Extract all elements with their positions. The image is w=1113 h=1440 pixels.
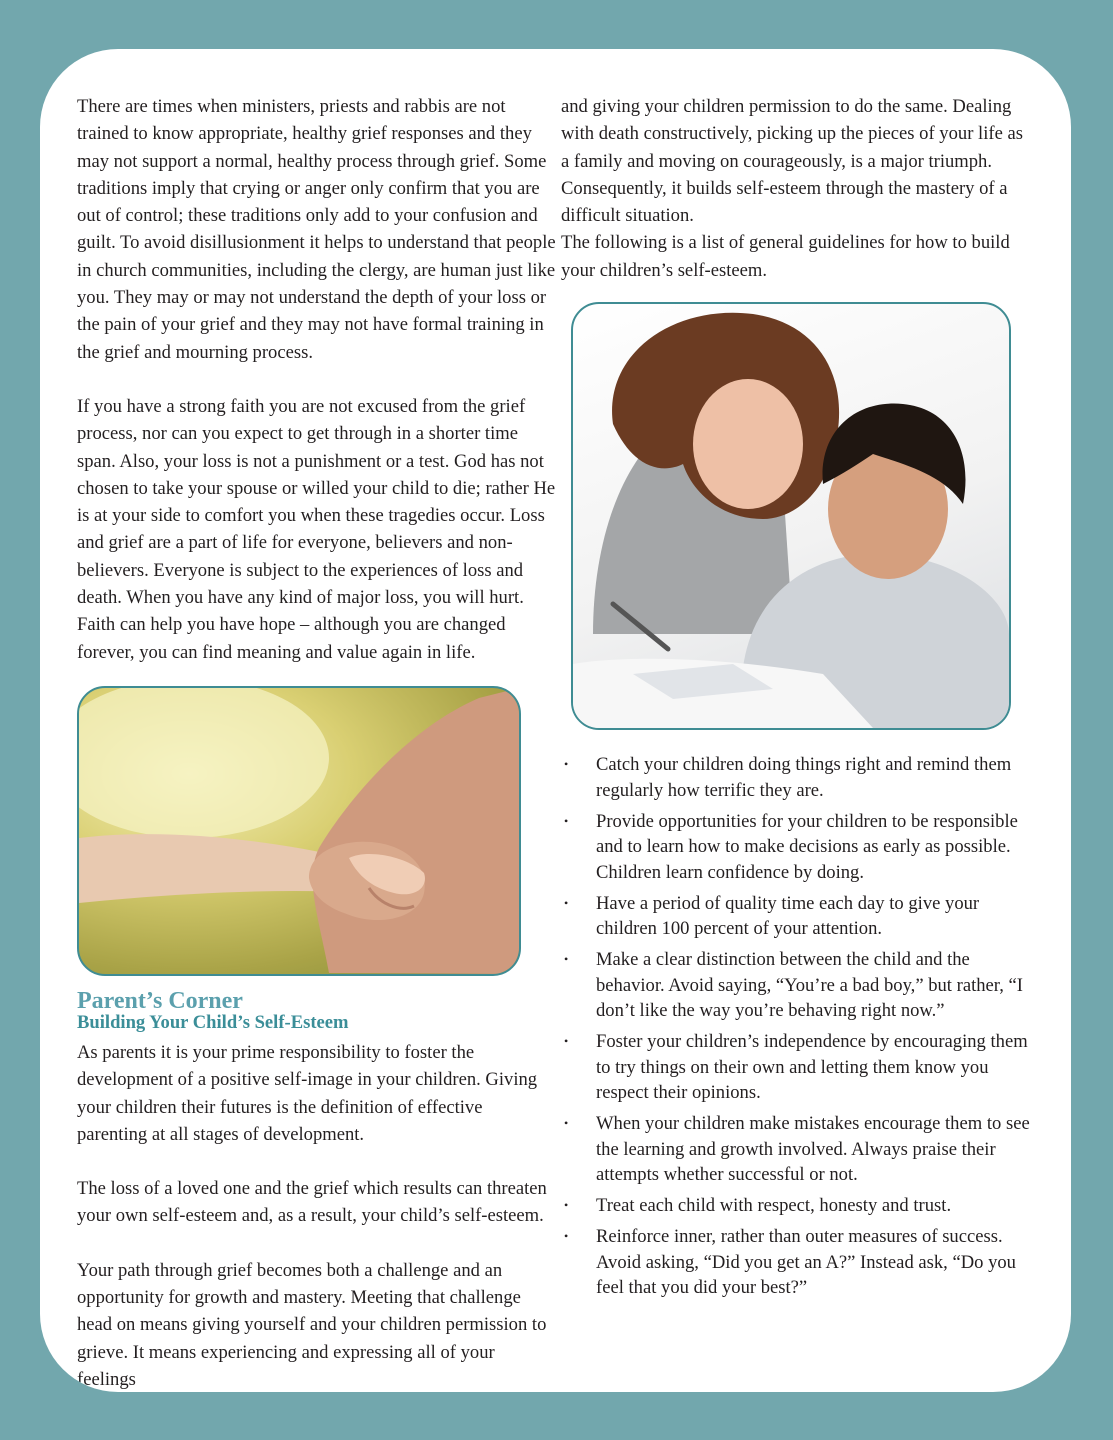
parents-corner-body: [77, 1039, 557, 1392]
list-item: [561, 1111, 1031, 1188]
list-item: [561, 809, 1031, 886]
list-item: [561, 891, 1031, 942]
bullet-marker: •: [564, 895, 569, 910]
bullet-marker: •: [564, 1034, 569, 1048]
parents-corner-heading: [77, 989, 557, 1033]
list-item-text: Treat each child with respect, honesty and trust.: [596, 1195, 952, 1216]
list-item-text: Have a period of quality time each day to give your children 100 percent of your attention.: [596, 892, 980, 939]
list-item-text: Foster your children’s independence by encouraging them to try things on their own and letting them know you respect their opinions.: [596, 1031, 1028, 1103]
bullet-marker: •: [564, 813, 569, 828]
list-item-text: Reinforce inner, rather than outer measures of success. Avoid asking, “Did you get an A?” Instead ask, “Do you feel that you did your best?”: [596, 1226, 1016, 1298]
bullet-marker: •: [564, 1229, 569, 1243]
list-item-text: Catch your children doing things right and remind them regularly how terrific they are.: [596, 754, 1012, 801]
list-item: [561, 1224, 1031, 1301]
list-item: [561, 947, 1031, 1024]
right-column: [561, 93, 1031, 284]
intro-paragraph-2: If you have a strong faith you are not excused from the grief process, nor can you expect to get through in a shorter time span. Also, your loss is not a punishment or a test. God has not chosen to take your spouse or willed your child to die; rather He is at your side to comfort you when these tragedies occur. Loss and grief are a part of life for everyone, believers and non-believers. Everyone is subject to the experiences of loss and death. When you have any kind of major loss, you will hurt. Faith can help you have hope – although you are changed forever, you can find meaning and value again in life.: [77, 395, 556, 663]
continued-paragraph: and giving your children permission to do the same. Dealing with death constructively, picking up the pieces of your life as a family and moving on courageously, is a major triumph. Consequently, it builds self-esteem through the mastery of a difficult situation.: [561, 96, 1023, 227]
holding-hands-illustration: [79, 688, 519, 974]
section-paragraph-3: Your path through grief becomes both a challenge and an opportunity for growth and mastery. Meeting that challenge head on means giving yourself and your children permission to grieve. It means experiencing and expressing all of your feelings: [77, 1259, 547, 1390]
section-paragraph-2: The loss of a loved one and the grief which results can threaten your own self-esteem and, as a result, your child’s self-esteem.: [77, 1178, 547, 1227]
section-paragraph-1: As parents it is your prime responsibility to foster the development of a positive self-image in your children. Giving your children their futures is the definition of effective parenting at all stages of development.: [77, 1042, 538, 1145]
section-title: Parent’s Corner: [77, 988, 243, 1014]
mother-son-illustration: [573, 304, 1009, 728]
guidelines-intro: The following is a list of general guidelines for how to build your children’s self-esteem.: [561, 232, 1010, 281]
page-card: [40, 49, 1071, 1392]
bullet-marker: •: [564, 1198, 569, 1212]
list-item-text: Provide opportunities for your children to be responsible and to learn how to make decisions as early as possible. Children learn confidence by doing.: [596, 810, 1018, 883]
list-item: [561, 752, 1031, 803]
holding-hands-photo: [77, 686, 521, 976]
list-item: [561, 1193, 1031, 1219]
list-item-text: Make a clear distinction between the child and the behavior. Avoid saying, “You’re a bad boy,” but rather, “I don’t like the way you’re behaving right now.”: [596, 949, 1023, 1021]
section-subtitle: Building Your Child’s Self-Esteem: [77, 1012, 349, 1033]
left-column: [77, 93, 557, 666]
mother-son-photo: [571, 302, 1011, 730]
guidelines-list: [561, 752, 1031, 1306]
intro-paragraph-1: There are times when ministers, priests and rabbis are not trained to know appropriate, healthy grief responses and they may not support a normal, healthy process through grief. Some traditions imply that crying or anger only confirm that you are out of control; these traditions only add to your confusion and guilt. To avoid disillusionment it helps to understand that people in church communities, including the clergy, are human just like you. They may or may not understand the depth of your loss or the pain of your grief and they may not have formal training in the grief and mourning process.: [77, 96, 556, 363]
list-item-text: When your children make mistakes encourage them to see the learning and growth involved. Always praise their attempts whether successful or not.: [596, 1113, 1030, 1185]
bullet-marker: •: [564, 1116, 569, 1130]
list-item: [561, 1029, 1031, 1106]
bullet-marker: •: [564, 952, 569, 966]
bullet-marker: •: [564, 757, 569, 771]
